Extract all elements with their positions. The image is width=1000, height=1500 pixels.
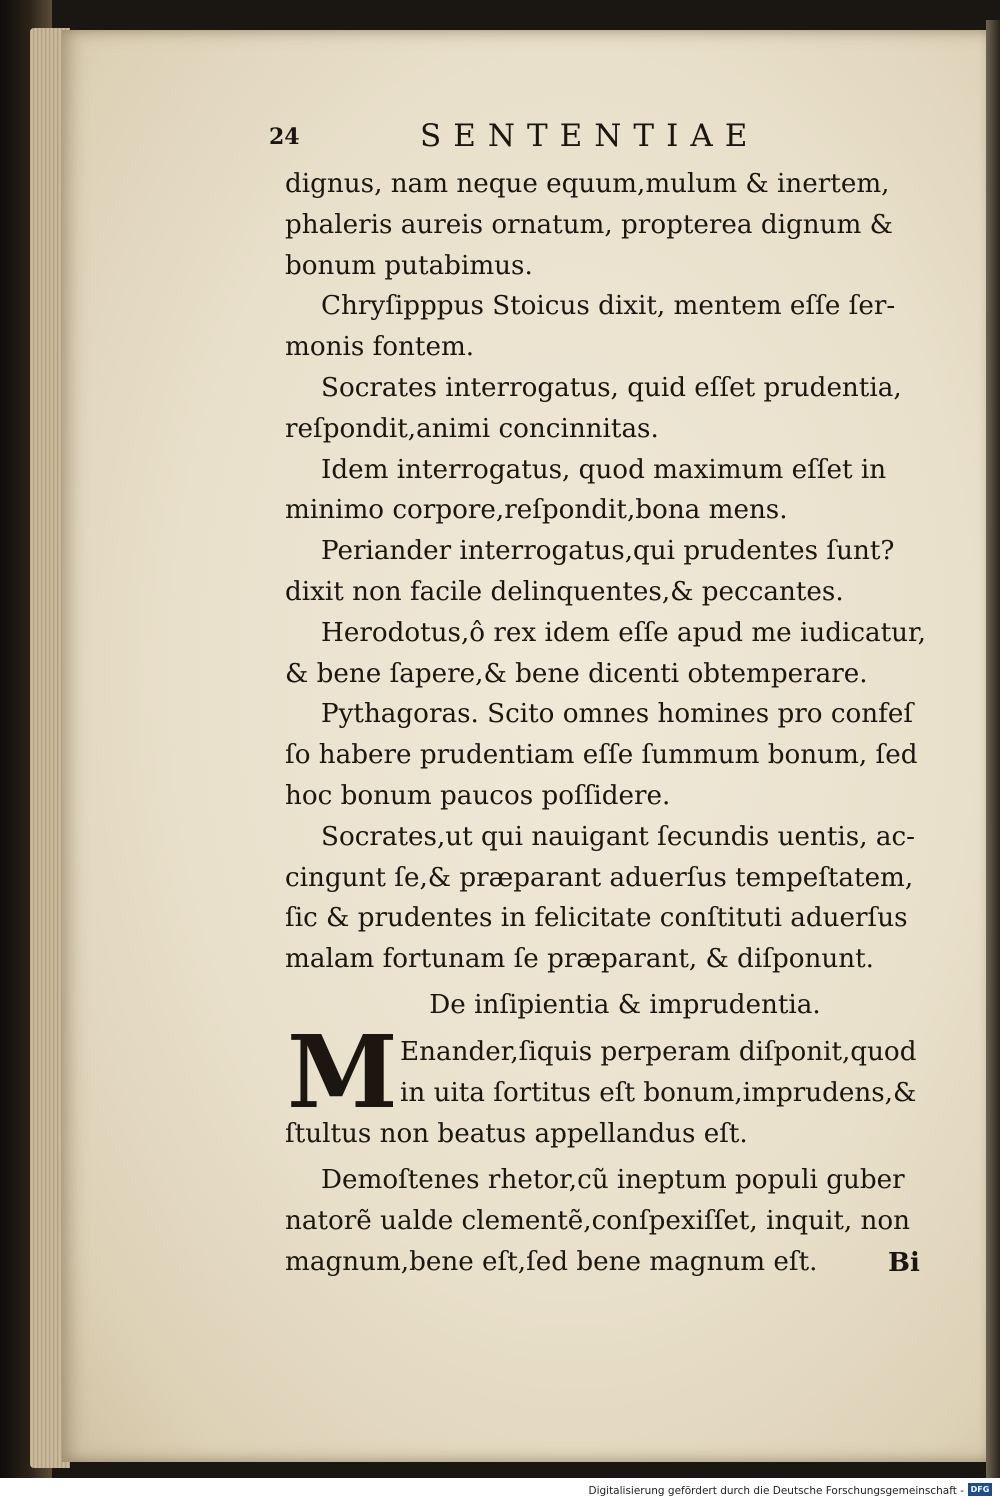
paragraph [285,613,925,695]
footer-band [0,1478,1000,1500]
text-block [269,112,926,1283]
paragraph [285,368,925,450]
text-line: natorẽ ualde clementẽ,conſpexiſſet, inquit, non [285,1206,910,1237]
digitization-credit: Digitalisierung gefördert durch die Deutsche Forschungsgemeinschaft - [588,1485,964,1497]
paragraph [285,694,925,816]
text-line: magnum,bene eſt,ſed bene magnum eſt. [285,1246,818,1277]
text-line: reſpondit,animi concinnitas. [285,413,659,444]
text-line: Idem interrogatus, quod maximum eſſet in [321,454,887,485]
paragraph [285,1160,925,1282]
text-line: ſtultus non beatus appellandus eſt. [285,1118,748,1149]
paragraph [285,531,925,613]
text-line: phaleris aureis ornatum, propterea dignum & [285,209,893,240]
paragraph [285,817,925,980]
running-title: SENTENTIAE [420,118,760,154]
text-line: Socrates interrogatus, quid eſſet prudentia, [321,372,902,403]
dfg-logo[interactable]: DFG [968,1483,992,1496]
text-line: & bene ſapere,& bene dicenti obtemperare. [285,658,868,689]
text-line: bonum putabimus. [285,250,533,281]
drop-cap-initial: M [287,1012,398,1131]
text-line: Chryſipppus Stoicus dixit, mentem eſſe ſer- [321,291,896,322]
text-line: ſo habere prudentiam eſſe ſummum bonum, ſed [285,740,918,771]
running-head [269,112,925,164]
text-line: in uita ſortitus eſt bonum,imprudens,& [400,1077,917,1108]
text-line: minimo corpore,reſpondit,bona mens. [285,495,788,526]
text-line: Periander interrogatus,qui prudentes ſunt? [321,536,895,567]
paragraph-with-initial [285,1012,925,1154]
text-line: malam fortunam ſe præparant, & diſponunt. [285,944,874,975]
paragraph [285,286,925,368]
text-line: Herodotus,ô rex idem eſſe apud me iudicatur, [321,617,926,648]
text-line: Pythagoras. Scito omnes homines pro confeſ [321,699,914,730]
text-line: dixit non facile delinquentes,& peccantes. [285,576,844,607]
page-number: 24 [269,124,300,150]
text-line: Demoſtenes rhetor,cũ ineptum populi guber [321,1165,905,1196]
text-line: monis fontem. [285,332,475,363]
text-line: dignus, nam neque equum,mulum & inertem, [285,169,890,199]
paragraph [285,450,925,532]
section-heading: De inſipientia & imprudentia. [429,989,821,1020]
right-page-edge [986,20,1000,1480]
text-line: Enander,ſiquis perperam diſponit,quod [400,1036,917,1067]
signature-mark: Bi [888,1248,920,1278]
text-line: Socrates,ut qui nauigant ſecundis uentis, ac- [321,821,915,852]
text-line: hoc bonum paucos poſſidere. [285,780,671,811]
text-line: ſic & prudentes in felicitate conſtituti aduerſus [285,903,908,934]
paragraph [285,164,925,286]
text-line: cingunt ſe,& præparant aduerſus tempeſtatem, [285,862,914,893]
